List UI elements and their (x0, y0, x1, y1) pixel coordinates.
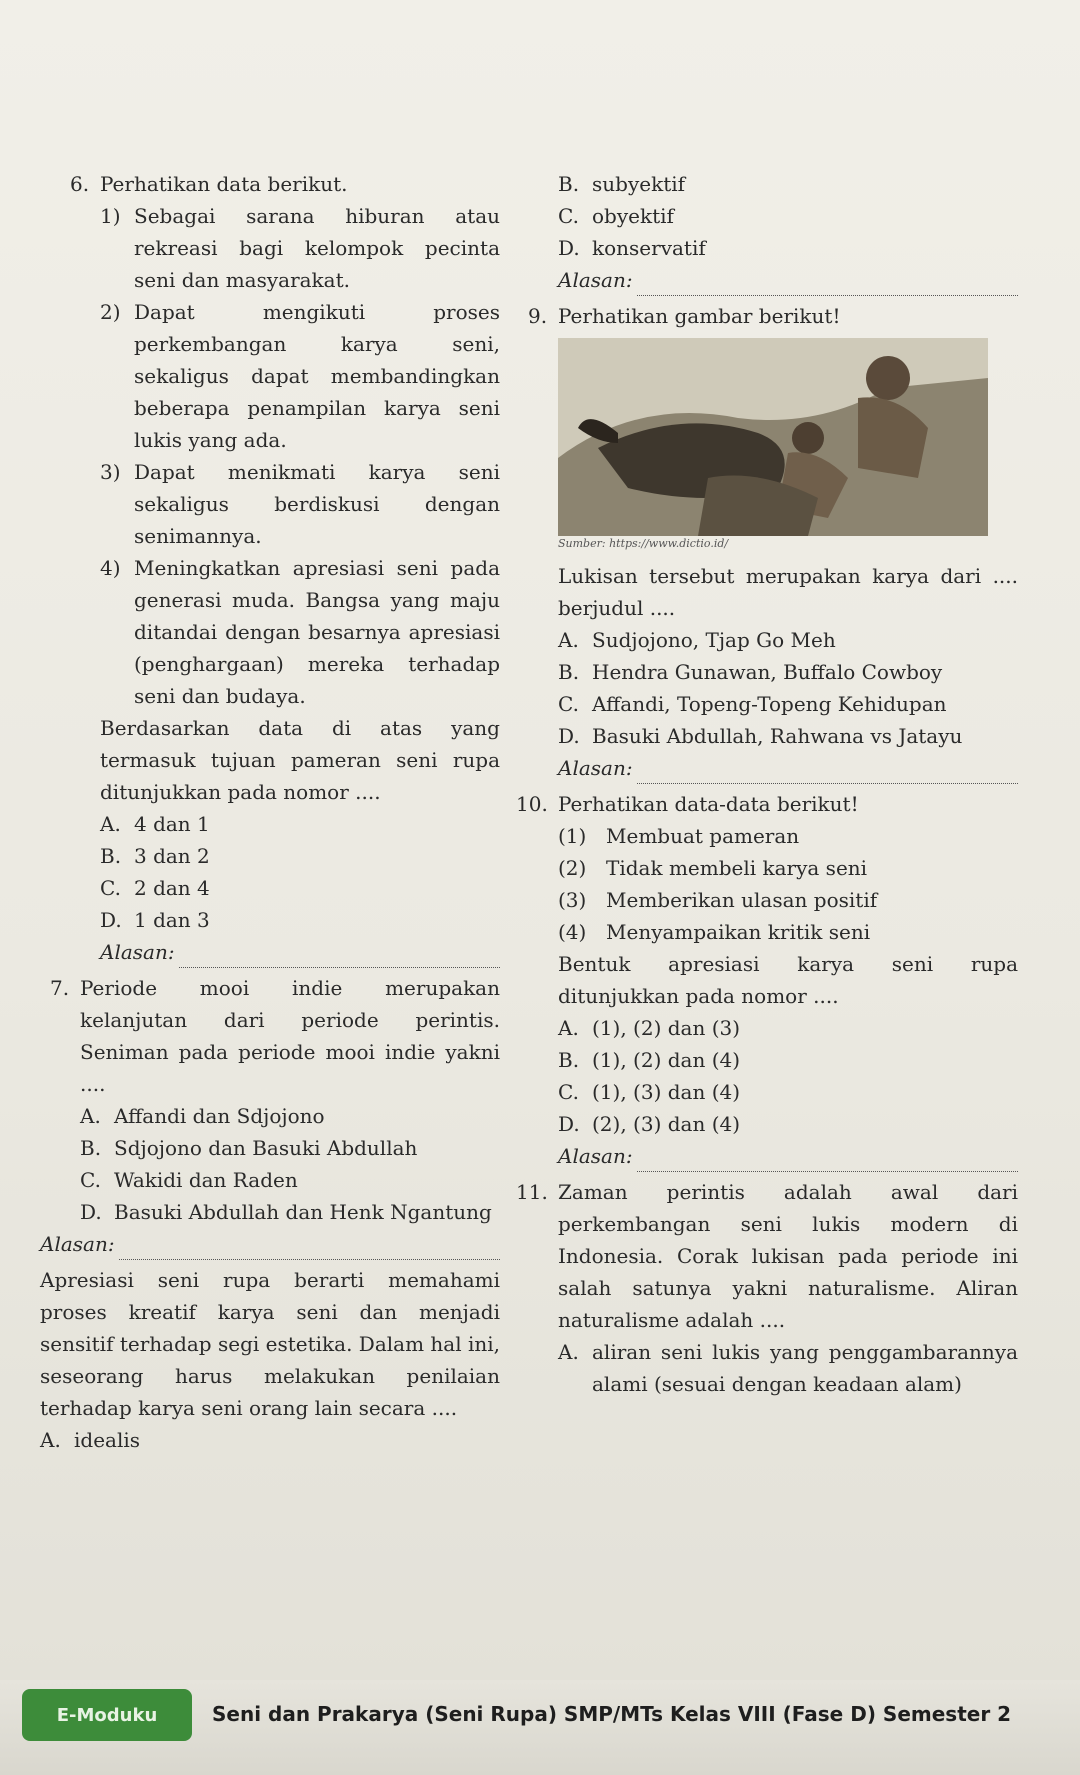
item-number: (2) (558, 856, 587, 880)
reason-label: Alasan: (558, 268, 633, 292)
item-number: 4) (100, 556, 121, 580)
option-a[interactable]: Sudjojono, Tjap Go Meh (592, 628, 836, 652)
question-stem: Perhatikan gambar berikut! (558, 304, 841, 328)
option-letter: A. (558, 1340, 579, 1364)
option-letter: C. (558, 692, 579, 716)
question-stem: Perhatikan data berikut. (100, 172, 348, 196)
option-a[interactable]: (1), (2) dan (3) (592, 1016, 741, 1040)
option-letter: D. (100, 908, 122, 932)
question-8-options (558, 168, 1018, 296)
option-b[interactable]: (1), (2) dan (4) (592, 1048, 741, 1072)
option-c[interactable]: (1), (3) dan (4) (592, 1080, 741, 1104)
item-text: Tidak membeli karya seni (606, 856, 868, 880)
page-footer (0, 1680, 1080, 1775)
option-a[interactable]: aliran seni lukis yang penggambarannya alami (sesuai dengan keadaan alam) (592, 1340, 1018, 1396)
reason-label: Alasan: (558, 1144, 633, 1168)
question-number: 9. (528, 304, 548, 328)
option-d[interactable]: Basuki Abdullah, Rahwana vs Jatayu (592, 724, 963, 748)
item-number: (1) (558, 824, 587, 848)
question-number: 10. (516, 792, 548, 816)
image-source: Sumber: https://www.dictio.id/ (558, 537, 729, 550)
question-prompt: Berdasarkan data di atas yang termasuk tujuan pameran seni rupa ditunjukkan pada nomor .... (100, 716, 500, 804)
option-c[interactable]: 2 dan 4 (134, 876, 210, 900)
option-d[interactable]: 1 dan 3 (134, 908, 210, 932)
painting-image (558, 338, 988, 536)
option-letter: B. (558, 1048, 580, 1072)
item-text: Dapat mengikuti proses perkembangan karya seni, sekaligus dapat membandingkan beberapa penampilan karya seni lukis yang ada. (134, 300, 500, 452)
reason-label: Alasan: (40, 1232, 115, 1256)
option-b[interactable]: Hendra Gunawan, Buffalo Cowboy (592, 660, 943, 684)
option-c[interactable]: Affandi, Topeng-Topeng Kehidupan (592, 692, 947, 716)
item-number: 3) (100, 460, 121, 484)
reason-field[interactable] (558, 264, 1018, 296)
option-letter: A. (558, 1016, 579, 1040)
question-number: 6. (70, 172, 90, 196)
item-number: (3) (558, 888, 587, 912)
item-number: (4) (558, 920, 587, 944)
item-text: Sebagai sarana hiburan atau rekreasi bagi kelompok pecinta seni dan masyarakat. (134, 204, 500, 292)
option-letter: D. (80, 1200, 102, 1224)
question-7 (40, 972, 500, 1260)
option-c[interactable]: obyektif (592, 204, 674, 228)
option-c[interactable]: Wakidi dan Raden (114, 1168, 298, 1192)
reason-label: Alasan: (100, 940, 175, 964)
option-letter: A. (80, 1104, 101, 1128)
option-letter: D. (558, 724, 580, 748)
item-text: Membuat pameran (606, 824, 800, 848)
question-10 (516, 788, 1018, 1172)
option-b[interactable]: subyektif (592, 172, 686, 196)
option-letter: B. (80, 1136, 102, 1160)
option-letter: C. (80, 1168, 101, 1192)
question-8-continued (40, 1264, 500, 1456)
item-text: Menyampaikan kritik seni (606, 920, 871, 944)
option-letter: A. (40, 1428, 61, 1452)
buffalo-painting-illustration (558, 338, 988, 536)
question-prompt: Bentuk apresiasi karya seni rupa ditunjukkan pada nomor .... (558, 952, 1018, 1008)
left-column (40, 168, 500, 1460)
question-prompt: Lukisan tersebut merupakan karya dari .... berjudul .... (558, 564, 1018, 620)
option-a[interactable]: Affandi dan Sdjojono (114, 1104, 325, 1128)
option-b[interactable]: 3 dan 2 (134, 844, 210, 868)
option-letter: D. (558, 1112, 580, 1136)
question-9 (528, 300, 1018, 784)
question-stem: Apresiasi seni rupa berarti memahami proses kreatif karya seni dan menjadi sensitif terhadap segi estetika. Dalam hal ini, seseorang harus melakukan penilaian terhadap karya seni orang lain secara .... (40, 1268, 500, 1420)
question-number: 7. (50, 976, 70, 1000)
reason-label: Alasan: (558, 756, 633, 780)
reason-field[interactable] (558, 752, 1018, 784)
item-text: Memberikan ulasan positif (606, 888, 878, 912)
question-6 (70, 168, 500, 968)
reason-field[interactable] (558, 1140, 1018, 1172)
option-letter: A. (558, 628, 579, 652)
emoduku-badge: E-Moduku (22, 1689, 192, 1741)
item-text: Dapat menikmati karya seni sekaligus berdiskusi dengan senimannya. (134, 460, 500, 548)
option-b[interactable]: Sdjojono dan Basuki Abdullah (114, 1136, 418, 1160)
option-d[interactable]: konservatif (592, 236, 706, 260)
option-d[interactable]: (2), (3) dan (4) (592, 1112, 741, 1136)
right-column (516, 168, 1018, 1404)
option-letter: B. (100, 844, 122, 868)
question-stem: Periode mooi indie merupakan kelanjutan dari periode perintis. Seniman pada periode mooi indie yakni .... (80, 976, 500, 1096)
option-letter: C. (100, 876, 121, 900)
item-number: 2) (100, 300, 121, 324)
option-letter: A. (100, 812, 121, 836)
option-letter: C. (558, 1080, 579, 1104)
option-letter: B. (558, 660, 580, 684)
question-stem: Perhatikan data-data berikut! (558, 792, 859, 816)
option-d[interactable]: Basuki Abdullah dan Henk Ngantung (114, 1200, 492, 1224)
option-letter: C. (558, 204, 579, 228)
question-number: 11. (516, 1180, 548, 1204)
question-stem: Zaman perintis adalah awal dari perkembangan seni lukis modern di Indonesia. Corak lukisan pada periode ini salah satunya yakni naturalisme. Aliran naturalisme adalah .... (558, 1180, 1018, 1332)
item-number: 1) (100, 204, 121, 228)
question-11 (516, 1176, 1018, 1400)
option-letter: B. (558, 172, 580, 196)
footer-title: Seni dan Prakarya (Seni Rupa) SMP/MTs Kelas VIII (Fase D) Semester 2 (212, 1702, 1012, 1726)
option-a[interactable]: idealis (74, 1428, 141, 1452)
reason-field[interactable] (40, 1228, 500, 1260)
reason-field[interactable] (100, 936, 500, 968)
option-letter: D. (558, 236, 580, 260)
item-text: Meningkatkan apresiasi seni pada generasi muda. Bangsa yang maju ditandai dengan besarnya apresiasi (penghargaan) mereka terhadap seni dan budaya. (134, 556, 500, 708)
option-a[interactable]: 4 dan 1 (134, 812, 210, 836)
